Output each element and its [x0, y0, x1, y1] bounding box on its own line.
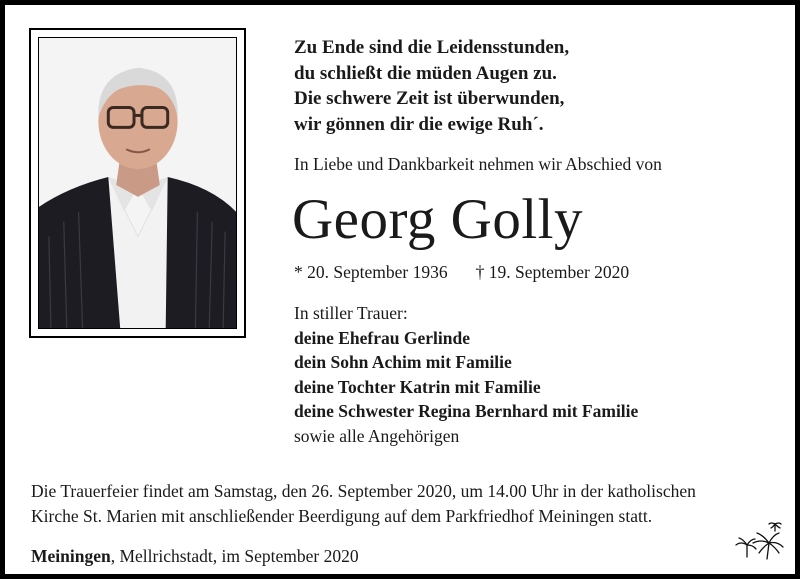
- footer-rest: , Mellrichstadt, im September 2020: [110, 546, 359, 566]
- mourning-closing: sowie alle Angehörigen: [294, 425, 460, 446]
- place-date: [31, 546, 359, 567]
- mourner: dein Sohn Achim mit Familie: [294, 352, 512, 372]
- footer-city: Meiningen: [31, 546, 111, 566]
- poem-line: Zu Ende sind die Leidensstunden,: [294, 37, 570, 58]
- death-date: † 19. September 2020: [475, 262, 630, 282]
- mourners-block: [294, 301, 638, 448]
- mourner: deine Ehefrau Gerlinde: [294, 327, 470, 348]
- poem-line: wir gönnen dir die ewige Ruh´.: [294, 113, 544, 135]
- poem: [294, 35, 569, 137]
- farewell-intro: In Liebe und Dankbarkeit nehmen wir Abschied von: [294, 154, 662, 174]
- palm-tree-icon: [733, 521, 785, 561]
- portrait-illustration: [39, 38, 236, 328]
- funeral-line: Kirche St. Marien mit anschließender Beerdigung auf dem Parkfriedhof Meiningen statt.: [31, 506, 653, 526]
- mourner: deine Tochter Katrin mit Familie: [294, 376, 541, 397]
- deceased-name: Georg Golly: [292, 188, 584, 251]
- poem-line: du schließt die müden Augen zu.: [294, 62, 557, 84]
- life-dates: [294, 262, 629, 283]
- birth-date: * 20. September 1936: [294, 262, 448, 282]
- funeral-line: Die Trauerfeier findet am Samstag, den 26. September 2020, um 14.00 Uhr in der katholischen: [31, 481, 696, 501]
- photo-frame: [29, 28, 246, 338]
- funeral-info: [31, 479, 696, 529]
- mourner: deine Schwester Regina Bernhard mit Familie: [294, 401, 639, 421]
- poem-line: Die schwere Zeit ist überwunden,: [294, 88, 565, 109]
- portrait-photo: [38, 37, 237, 329]
- mourning-label: In stiller Trauer:: [294, 303, 408, 323]
